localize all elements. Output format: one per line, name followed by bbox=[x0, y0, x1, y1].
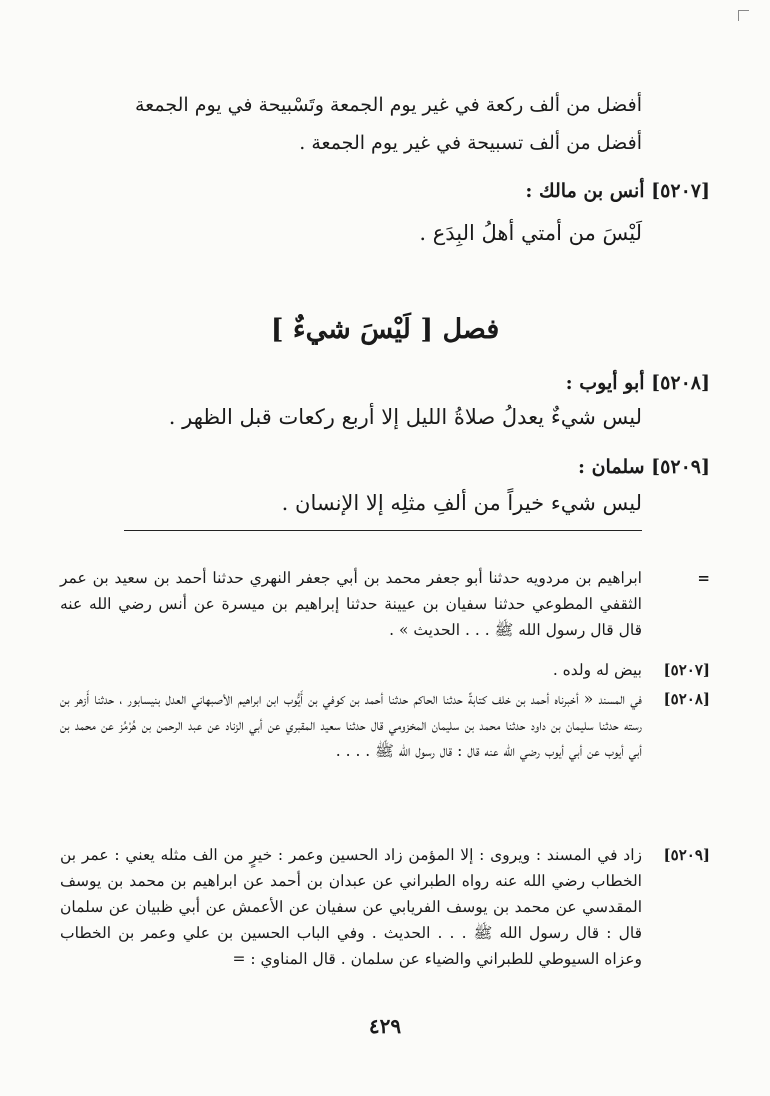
footnote-5209 bbox=[60, 842, 710, 972]
entry-number: [٥٢٠٩] bbox=[651, 456, 710, 478]
entry-number: [٥٢٠٧] bbox=[651, 180, 710, 202]
top-paragraph: أفضل من ألف ركعة في غير يوم الجمعة وتَسْبيحة في يوم الجمعة أفضل من ألف تسبيحة في غير يوم الجمعة . bbox=[134, 94, 642, 154]
corner-crop-mark bbox=[738, 10, 749, 21]
footnote-label: [٥٢٠٩] bbox=[663, 846, 710, 864]
entry-number: [٥٢٠٨] bbox=[651, 372, 710, 394]
footnote-5207 bbox=[60, 657, 710, 683]
footnote-separator bbox=[124, 530, 642, 531]
footnote-continuation bbox=[60, 565, 710, 643]
entry-5208-header bbox=[566, 368, 710, 398]
footnote-label: = bbox=[697, 569, 710, 587]
footnote-label: [٥٢٠٧] bbox=[663, 661, 710, 679]
page-number: ٤٢٩ bbox=[368, 1014, 402, 1038]
footnote-text: ابراهيم بن مردويه حدثنا أبو جعفر محمد بن أبي جعفر النهري حدثنا أحمد بن سعيد بن عمر الثقفي المطوعي حدثنا سفيان بن عيينة حدثنا إبراهيم بن ميسرة عن أنس رضي الله عنه قال قال رسول الله ﷺ . . . الحديث » . bbox=[60, 569, 642, 639]
entry-narrator: أنس بن مالك : bbox=[525, 180, 645, 202]
footnote-text: بيض له ولده . bbox=[552, 661, 642, 679]
entry-5207-header bbox=[525, 176, 710, 206]
footnote-text: زاد في المسند : ويروى : إلا المؤمن زاد الحسين وعمر : خيرٍ من الف مثله يعني : عمر بن الخطاب رضي الله عنه رواه الطبراني عن عبدان بن أحمد عن ابراهيم بن محمد بن يوسف المقدسي عن محمد بن يوسف الفريابي عن سفيان عن الأعمش عن أبي ظبيان عن سلمان قال : قال رسول الله ﷺ . . . الحديث . وفي الباب الحسين بن علي وعمر بن الخطاب وعزاه السيوطي للطبراني والضياء عن سلمان . قال المناوي : = bbox=[60, 846, 642, 968]
entry-5208-text: ليس شيءٌ يعدلُ صلاةُ الليل إلا أربع ركعات قبل الظهر . bbox=[168, 405, 642, 429]
entry-5209-header bbox=[578, 452, 710, 482]
footnote-5208 bbox=[60, 686, 710, 764]
entry-narrator: أبو أيوب : bbox=[565, 372, 645, 394]
footnote-label: [٥٢٠٨] bbox=[663, 690, 710, 708]
footnote-text: في المسند « أخبرناه أحمد بن خلف كتابةً حدثنا الحاكم حدثنا أحمد بن كوفي بن أَيُّوب ابن ابراهيم الأصبهاني العدل بنيسابور ، حدثنا أَزهر بن رسته حدثنا سليمان بن داود حدثنا محمد بن سليمان المخزومي قال حدثنا سعيد المقبري عن أبي الزناد عن عبد الرحمن بن هُرْمُز عن محمد بن أبي أيوب عن أبي أيوب رضي الله عنه قال : قال رسول الله ﷺ . . . . bbox=[60, 690, 642, 760]
section-title: فصل [ لَيْسَ شيءٌ ] bbox=[270, 314, 500, 345]
entry-5207-text: لَيْسَ من أمتي أهلُ البِدَع . bbox=[419, 221, 642, 245]
entry-narrator: سلمان : bbox=[577, 456, 645, 478]
entry-5209-text: ليس شيء خيراً من ألفِ مثلِه إلا الإنسان . bbox=[281, 491, 642, 515]
